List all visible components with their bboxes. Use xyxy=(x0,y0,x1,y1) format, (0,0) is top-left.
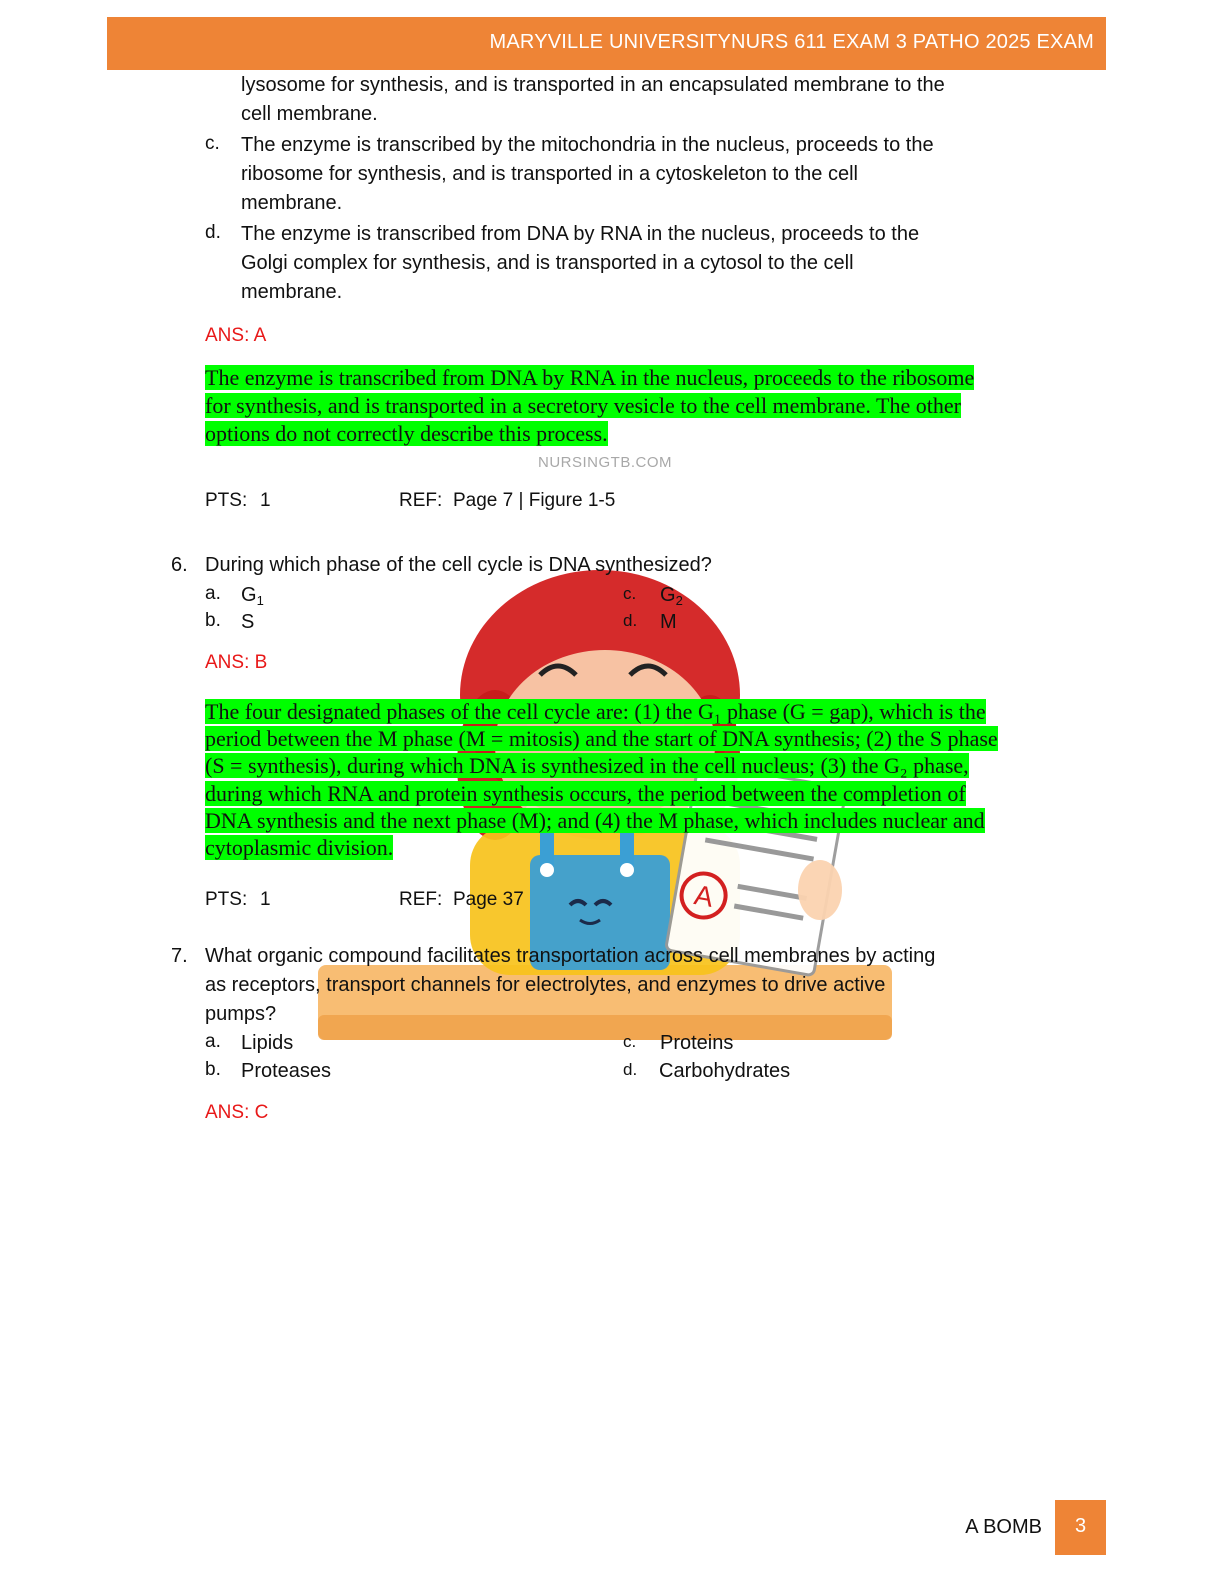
q6-answer: ANS: B xyxy=(205,652,268,673)
q7-option-b-text: Proteases xyxy=(241,1060,332,1082)
q6-option-a-text: G xyxy=(241,584,257,606)
q5-answer: ANS: A xyxy=(205,325,267,346)
q5-pts-value: 1 xyxy=(260,490,271,511)
q6-rationale-text-1: The four designated phases of the cell cycle are: (1) the G₁ phase (G = gap), which is the xyxy=(205,699,986,724)
footer-text: A BOMB xyxy=(965,1516,1042,1538)
q5-rationale-text-1: The enzyme is transcribed from DNA by RNA in the nucleus, proceeds to the ribosome xyxy=(205,365,975,390)
q6-option-d-text: M xyxy=(660,611,677,633)
q6-rationale-line-6 xyxy=(205,834,393,862)
q7-question-line-1: What organic compound facilitates transportation across cell membranes by acting xyxy=(205,945,936,967)
q5-option-c-label: c. xyxy=(205,133,220,154)
q5-option-c-line-1: The enzyme is transcribed by the mitochondria in the nucleus, proceeds to the xyxy=(241,134,934,156)
q7-option-c-label: c. xyxy=(623,1032,637,1051)
q6-ref-value: Page 37 xyxy=(453,889,524,910)
q5-option-d-line-3: membrane. xyxy=(241,281,343,303)
q6-pts-label: PTS: xyxy=(205,889,248,910)
q7-question-line-3: pumps? xyxy=(205,1003,277,1025)
q7-number: 7. xyxy=(171,945,188,967)
q7-answer: ANS: C xyxy=(205,1102,269,1123)
q7-option-a-label: a. xyxy=(205,1031,221,1052)
q6-rationale-line-1 xyxy=(205,698,986,726)
q6-option-c-label: c. xyxy=(623,584,637,603)
q6-rationale-line-5 xyxy=(205,807,985,835)
q5-option-c-line-3: membrane. xyxy=(241,192,343,214)
q6-option-c-sub: 2 xyxy=(675,593,683,608)
q5-option-d-line-2: Golgi complex for synthesis, and is transported in a cytosol to the cell xyxy=(241,252,854,274)
q7-option-b-label: b. xyxy=(205,1059,221,1080)
q6-rationale-text-6: cytoplasmic division. xyxy=(205,835,394,860)
header-title: MARYVILLE UNIVERSITYNURS 611 EXAM 3 PATHO 2025 EXAM xyxy=(489,31,1094,53)
q6-option-d-label: d. xyxy=(623,611,638,630)
q7-option-d-label: d. xyxy=(623,1060,638,1079)
page-number-box xyxy=(1055,1500,1106,1555)
q7-option-c-text: Proteins xyxy=(660,1032,734,1054)
q5-rationale-line-3 xyxy=(205,420,608,448)
q6-question: During which phase of the cell cycle is DNA synthesized? xyxy=(205,554,712,576)
q5-continued-line-2: cell membrane. xyxy=(241,103,378,125)
q7-option-d-text: Carbohydrates xyxy=(659,1060,791,1082)
q5-continued-line-1: lysosome for synthesis, and is transported in an encapsulated membrane to the xyxy=(241,74,945,96)
q5-option-c-line-2: ribosome for synthesis, and is transported in a cytoskeleton to the cell xyxy=(241,163,858,185)
q5-rationale-text-3: options do not correctly describe this process. xyxy=(205,421,608,446)
q5-pts-label: PTS: xyxy=(205,490,248,511)
q6-rationale-line-2 xyxy=(205,725,998,753)
q5-ref-label: REF: xyxy=(399,490,443,511)
q5-option-d-label: d. xyxy=(205,222,221,243)
q5-rationale-line-2 xyxy=(205,392,961,420)
q6-number: 6. xyxy=(171,554,188,576)
q6-rationale-text-3: (S = synthesis), during which DNA is synthesized in the cell nucleus; (3) the G₂ phase, xyxy=(205,753,969,778)
q6-option-a-label: a. xyxy=(205,583,221,604)
q6-option-b-label: b. xyxy=(205,610,221,631)
q6-rationale-text-5: DNA synthesis and the next phase (M); and (4) the M phase, which includes nuclear and xyxy=(205,808,985,833)
q6-pts-value: 1 xyxy=(260,889,271,910)
q6-ref-label: REF: xyxy=(399,889,443,910)
q7-option-a-text: Lipids xyxy=(241,1032,294,1054)
q5-rationale-line-1 xyxy=(205,364,974,392)
q6-rationale-text-2: period between the M phase (M = mitosis) and the start of DNA synthesis; (2) the S phase xyxy=(205,726,998,751)
q6-option-a-sub: 1 xyxy=(256,593,264,608)
q6-option-c-text: G xyxy=(660,584,676,606)
q5-rationale-text-2: for synthesis, and is transported in a secretory vesicle to the cell membrane. The other xyxy=(205,393,961,418)
q5-option-d-line-1: The enzyme is transcribed from DNA by RNA in the nucleus, proceeds to the xyxy=(241,223,920,245)
q6-rationale-line-4 xyxy=(205,780,966,808)
watermark: NURSINGTB.COM xyxy=(538,454,672,471)
q5-ref-value: Page 7 | Figure 1-5 xyxy=(453,490,616,511)
q6-option-b-text: S xyxy=(241,611,255,633)
grade-mark: A xyxy=(691,879,716,913)
q6-rationale-text-4: during which RNA and protein synthesis occurs, the period between the completion of xyxy=(205,781,966,806)
header-bar xyxy=(107,17,1106,70)
page-number: 3 xyxy=(1074,1515,1087,1537)
q6-rationale-line-3 xyxy=(205,752,969,780)
q7-question-line-2: as receptors, transport channels for electrolytes, and enzymes to drive active xyxy=(205,974,886,996)
